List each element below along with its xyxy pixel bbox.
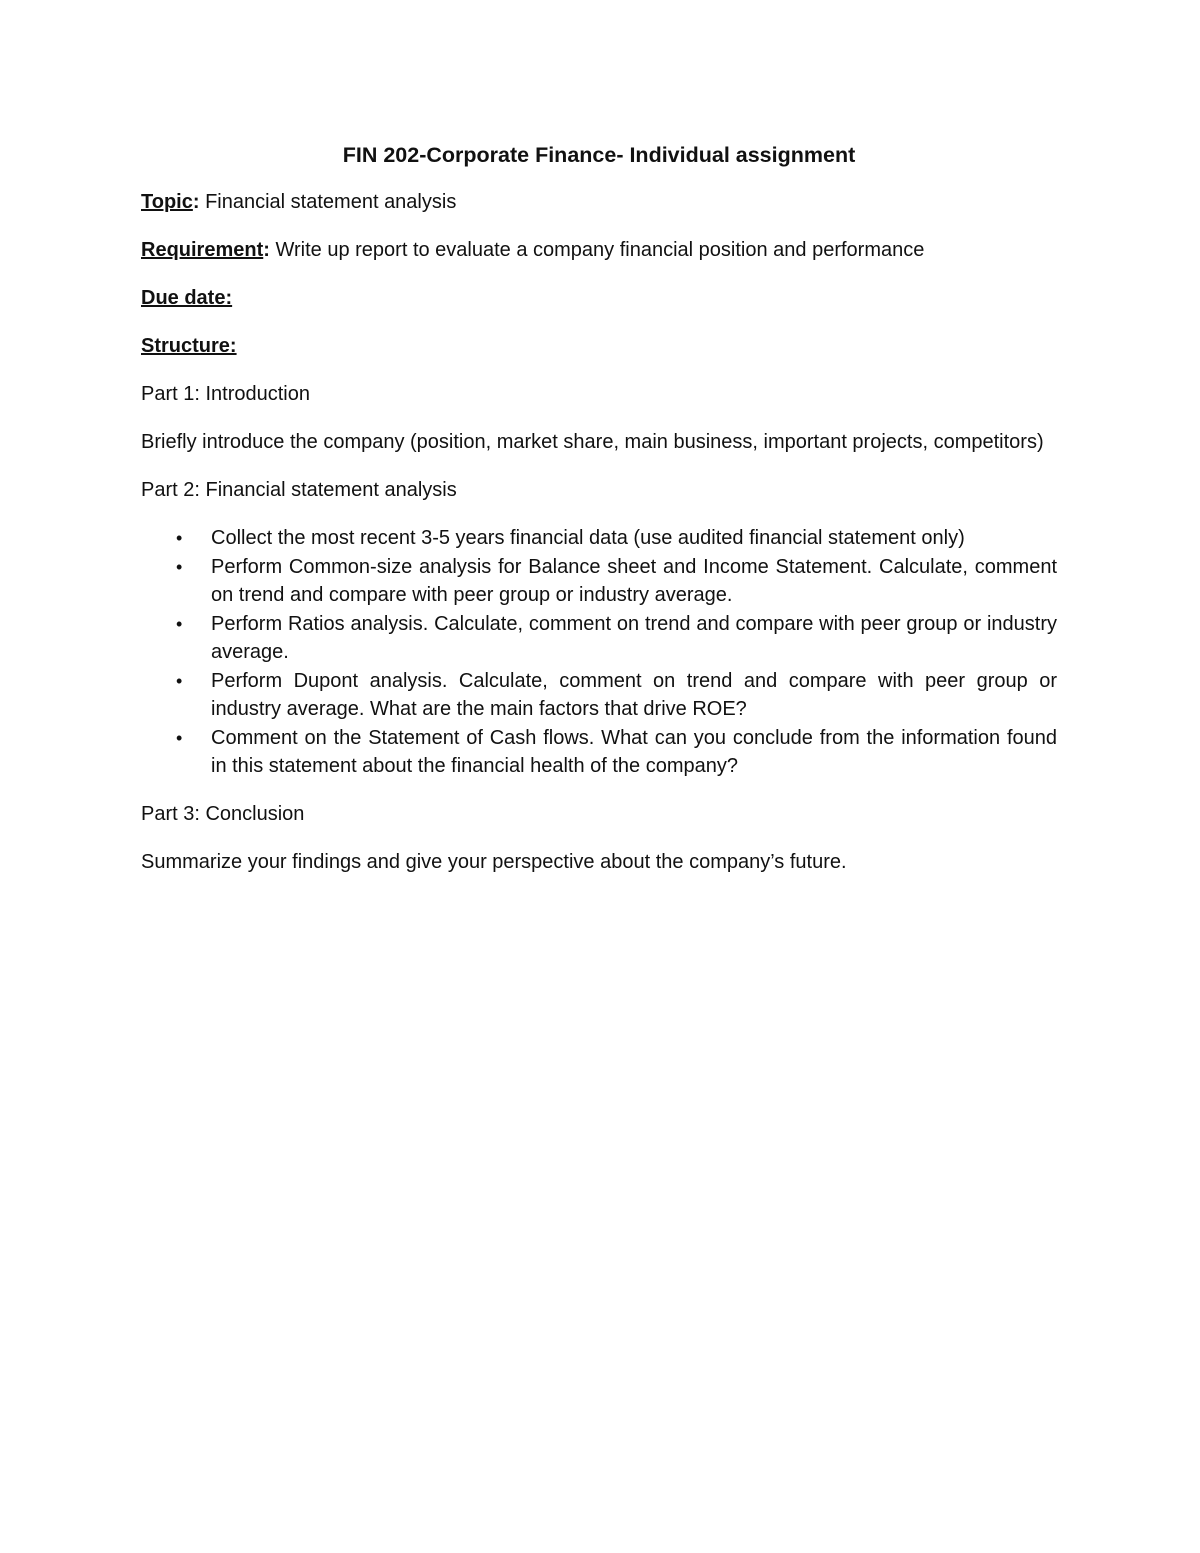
topic-value: Financial statement analysis (199, 191, 457, 213)
document-content (141, 140, 1057, 896)
due-date-label: Due date: (141, 287, 233, 309)
requirement-label: Requirement (141, 239, 264, 261)
part2-bullet-list (141, 524, 1057, 781)
part3-heading: Part 3: Conclusion (141, 803, 305, 825)
topic-colon: : (192, 191, 200, 213)
list-item (141, 667, 1057, 724)
part2-heading: Part 2: Financial statement analysis (141, 479, 457, 501)
topic-line (141, 188, 1057, 217)
list-item (141, 610, 1057, 667)
list-item-text: Perform Dupont analysis. Calculate, comment on trend and compare with peer group or industry average. What are the main factors that drive ROE? (211, 669, 1057, 720)
list-item-text: Perform Common-size analysis for Balance sheet and Income Statement. Calculate, comment on trend and compare with peer group or industry average. (211, 555, 1057, 606)
structure-label: Structure: (141, 335, 237, 357)
requirement-value: Write up report to evaluate a company financial position and performance (269, 239, 925, 261)
bullet-icon: • (176, 613, 183, 634)
topic-label: Topic (141, 191, 193, 213)
bullet-icon: • (176, 556, 183, 577)
list-item (141, 524, 1057, 553)
part1-text: Briefly introduce the company (position, market share, main business, important projects, competitors) (141, 431, 1044, 453)
bullet-icon: • (176, 727, 183, 748)
bullet-icon: • (176, 528, 183, 548)
list-item (141, 724, 1057, 781)
list-item-text: Perform Ratios analysis. Calculate, comment on trend and compare with peer group or industry average. (211, 612, 1057, 663)
list-item-text: Collect the most recent 3-5 years financial data (use audited financial statement only) (211, 527, 965, 549)
part1-heading: Part 1: Introduction (141, 383, 310, 405)
due-date-line (141, 284, 1057, 313)
document-title: FIN 202-Corporate Finance- Individual assignment (342, 143, 856, 167)
part3-text: Summarize your findings and give your perspective about the company’s future. (141, 851, 847, 873)
requirement-line (141, 236, 1057, 265)
structure-line (141, 332, 1057, 361)
list-item (141, 553, 1057, 610)
requirement-colon: : (263, 239, 270, 261)
bullet-icon: • (176, 670, 183, 691)
list-item-text: Comment on the Statement of Cash flows. What can you conclude from the information found in this statement about the financial health of the company? (211, 726, 1057, 777)
